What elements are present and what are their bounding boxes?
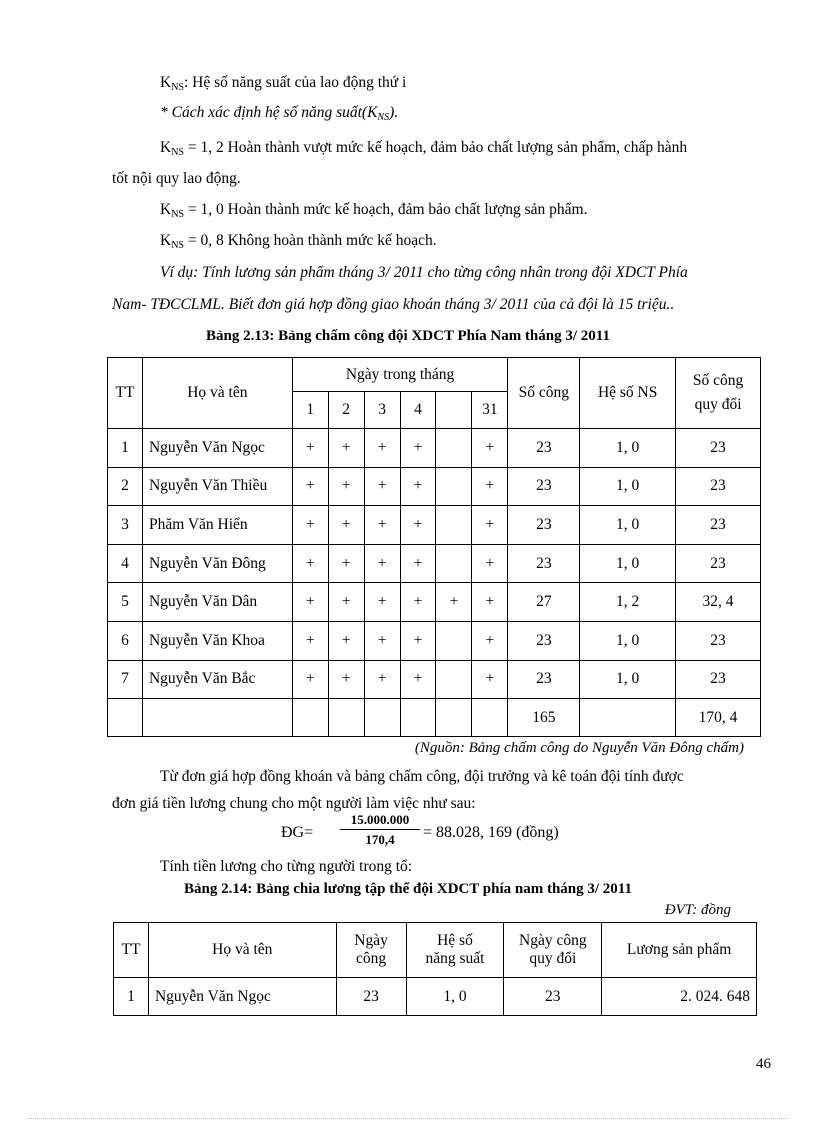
formula-denominator: 170,4 <box>365 832 395 847</box>
cell-tt: 4 <box>108 544 143 583</box>
cell-d4: + <box>400 621 436 660</box>
header-quy-doi: Số công quy đổi <box>676 358 761 429</box>
cell-d1: + <box>292 506 328 545</box>
cell-luong: 2. 024. 648 <box>602 978 757 1016</box>
cell-d2: + <box>328 544 364 583</box>
cell-d1: + <box>292 467 328 506</box>
cell-quy-doi: 23 <box>676 506 761 545</box>
cell-d5 <box>436 429 472 468</box>
cell-d4: + <box>400 467 436 506</box>
cell-d3: + <box>364 544 400 583</box>
cell-d4: + <box>400 583 436 622</box>
cell-d31: + <box>472 544 508 583</box>
cell-he-so: 1, 0 <box>580 621 676 660</box>
example-line-1: Ví dụ: Tính lương sản phẩm tháng 3/ 2011 cho từng công nhân trong đội XDCT Phía <box>160 264 688 281</box>
header-so-cong: Số công <box>508 358 580 429</box>
cell-so-cong: 27 <box>508 583 580 622</box>
cell-so-cong: 23 <box>508 506 580 545</box>
body2-line2: đơn giá tiền lương chung cho một người làm việc như sau: <box>112 795 476 812</box>
cell-he-so: 1, 0 <box>580 467 676 506</box>
cell-tt: 6 <box>108 621 143 660</box>
cell-he-so: 1, 0 <box>580 429 676 468</box>
formula-fraction <box>340 812 420 848</box>
t2-header-ngay-cong: Ngày công <box>336 923 406 978</box>
cell-so-cong: 23 <box>508 544 580 583</box>
cell-he-so: 1, 0 <box>580 544 676 583</box>
cell-quy-doi: 23 <box>676 429 761 468</box>
kns-level-1-2: $K_{NS} = 1$, 2 Hoàn thành vượt mức kế hoạch, đảm bảo chất lượng sản phẩm, chấp hành <box>160 139 688 158</box>
cell-d1: + <box>292 660 328 699</box>
day-col: 1 <box>292 392 328 429</box>
cell-d4: + <box>400 660 436 699</box>
t2-header-luong: Lương sản phẩm <box>602 923 757 978</box>
table-row <box>108 544 761 583</box>
table1-caption: Bảng 2.13: Bảng chấm công đội XDCT Phía Nam tháng 3/ 2011 <box>206 328 610 344</box>
cell-he-so: 1, 2 <box>580 583 676 622</box>
table-row <box>108 660 761 699</box>
cell-d3: + <box>364 660 400 699</box>
table2-caption: Bảng 2.14: Bảng chia lương tập thể đội XDCT phía nam tháng 3/ 2011 <box>184 881 632 897</box>
cell-tt: 1 <box>114 978 149 1016</box>
formula-lhs: ĐG= <box>281 824 314 841</box>
cell-d3: + <box>364 583 400 622</box>
cell-name: Nguyễn Văn Ngọc <box>142 429 292 468</box>
cell-d5 <box>436 544 472 583</box>
cell-quy-doi: 32, 4 <box>676 583 761 622</box>
t2-header-name: Họ và tên <box>148 923 336 978</box>
cell-d2: + <box>328 467 364 506</box>
body2-line1: Từ đơn giá hợp đồng khoán và bảng chấm công, đội trưởng và kê toán đội tính được <box>160 768 684 785</box>
cell-d4: + <box>400 544 436 583</box>
cell-d2: + <box>328 583 364 622</box>
cell-d1: + <box>292 621 328 660</box>
header-he-so: Hệ số NS <box>580 358 676 429</box>
salary-table <box>113 922 757 1016</box>
cell-d5 <box>436 660 472 699</box>
cell-quy-doi: 23 <box>676 660 761 699</box>
page-divider <box>28 1118 788 1119</box>
day-col: 4 <box>400 392 436 429</box>
cell-tt: 5 <box>108 583 143 622</box>
cell-he-so: 1, 0 <box>406 978 504 1016</box>
day-col: 31 <box>472 392 508 429</box>
cell-d5: + <box>436 583 472 622</box>
cell-quy-doi: 23 <box>676 467 761 506</box>
cell-d3: + <box>364 429 400 468</box>
cell-d31: + <box>472 621 508 660</box>
kns-definition: $K_{NS}$: Hệ số năng suất của lao động thứ i <box>160 74 407 93</box>
cell-so-cong: 23 <box>508 429 580 468</box>
cell-d1: + <box>292 429 328 468</box>
cell-quy-doi: 23 <box>676 621 761 660</box>
table2-unit: ĐVT: đồng <box>664 902 731 918</box>
day-col: 3 <box>364 392 400 429</box>
cell-d3: + <box>364 467 400 506</box>
cell-he-so: 1, 0 <box>580 660 676 699</box>
kns-level-1-0: $K_{NS} = 1$, 0 Hoàn thành mức kế hoạch, đảm bảo chất lượng sản phẩm. <box>160 201 588 220</box>
cell-d4: + <box>400 506 436 545</box>
cell-quy-doi: 23 <box>676 544 761 583</box>
table-row <box>108 583 761 622</box>
formula-numerator: 15.000.000 <box>340 812 420 830</box>
cell-so-cong: 23 <box>508 621 580 660</box>
cell-d31: + <box>472 429 508 468</box>
table1-header-row-1 <box>108 358 761 392</box>
cell-d1: + <box>292 544 328 583</box>
day-col <box>436 392 472 429</box>
cell-name: Nguyễn Văn Dân <box>142 583 292 622</box>
table-row <box>108 467 761 506</box>
cell-d5 <box>436 621 472 660</box>
cell-d3: + <box>364 506 400 545</box>
t2-header-he-so: Hệ số năng suất <box>406 923 504 978</box>
cell-tt: 7 <box>108 660 143 699</box>
t2-header-tt: TT <box>114 923 149 978</box>
cell-d31: + <box>472 506 508 545</box>
cell-name: Nguyễn Văn Khoa <box>142 621 292 660</box>
cell-d3: + <box>364 621 400 660</box>
total-so-cong: 165 <box>508 699 580 737</box>
cell-name: Nguyễn Văn Ngọc <box>148 978 336 1016</box>
formula-rhs: = 88.028, 169 (đồng) <box>423 824 559 841</box>
kns-method-heading: * Cách xác định hệ số năng $suất(K_{NS})$. <box>160 104 399 123</box>
cell-d2: + <box>328 429 364 468</box>
cell-ngay-cong: 23 <box>336 978 406 1016</box>
table1-total-row <box>108 699 761 737</box>
table1-source: (Nguồn: Bảng chấm công do Nguyễn Văn Đông chấm) <box>414 740 744 756</box>
cell-d4: + <box>400 429 436 468</box>
cell-so-cong: 23 <box>508 660 580 699</box>
attendance-table <box>107 357 761 737</box>
cell-name: Nguyễn Văn Đông <box>142 544 292 583</box>
cell-d5 <box>436 506 472 545</box>
cell-name: Nguyễn Văn Bắc <box>142 660 292 699</box>
cell-quy-doi: 23 <box>504 978 602 1016</box>
total-quy-doi: 170, 4 <box>676 699 761 737</box>
header-tt: TT <box>108 358 143 429</box>
cell-so-cong: 23 <box>508 467 580 506</box>
example-line-2: Nam- TĐCCLML. Biết đơn giá hợp đồng giao khoán tháng 3/ 2011 của cả đội là 15 triệu.. <box>112 296 675 313</box>
header-days: Ngày trong tháng <box>292 358 508 392</box>
cell-tt: 2 <box>108 467 143 506</box>
cell-tt: 3 <box>108 506 143 545</box>
table-row <box>114 978 757 1016</box>
header-name: Họ và tên <box>142 358 292 429</box>
kns-level-1-2-cont: tốt nội quy lao động. <box>112 170 241 187</box>
cell-name: Phăm Văn Hiển <box>142 506 292 545</box>
day-col: 2 <box>328 392 364 429</box>
cell-he-so: 1, 0 <box>580 506 676 545</box>
table-row <box>108 621 761 660</box>
cell-tt: 1 <box>108 429 143 468</box>
table-row <box>108 506 761 545</box>
cell-d31: + <box>472 583 508 622</box>
cell-d2: + <box>328 506 364 545</box>
cell-d1: + <box>292 583 328 622</box>
cell-d31: + <box>472 467 508 506</box>
kns-level-0-8: $K_{NS} = 0$, 8 Không hoàn thành mức kế hoạch. <box>160 232 437 251</box>
body3: Tính tiền lương cho từng người trong tổ: <box>160 858 413 875</box>
cell-d2: + <box>328 621 364 660</box>
table-row <box>108 429 761 468</box>
cell-d5 <box>436 467 472 506</box>
table2-header-row <box>114 923 757 978</box>
cell-d2: + <box>328 660 364 699</box>
page-number: 46 <box>756 1056 771 1072</box>
t2-header-quy-doi: Ngày công quy đổi <box>504 923 602 978</box>
cell-d31: + <box>472 660 508 699</box>
cell-name: Nguyễn Văn Thiều <box>142 467 292 506</box>
